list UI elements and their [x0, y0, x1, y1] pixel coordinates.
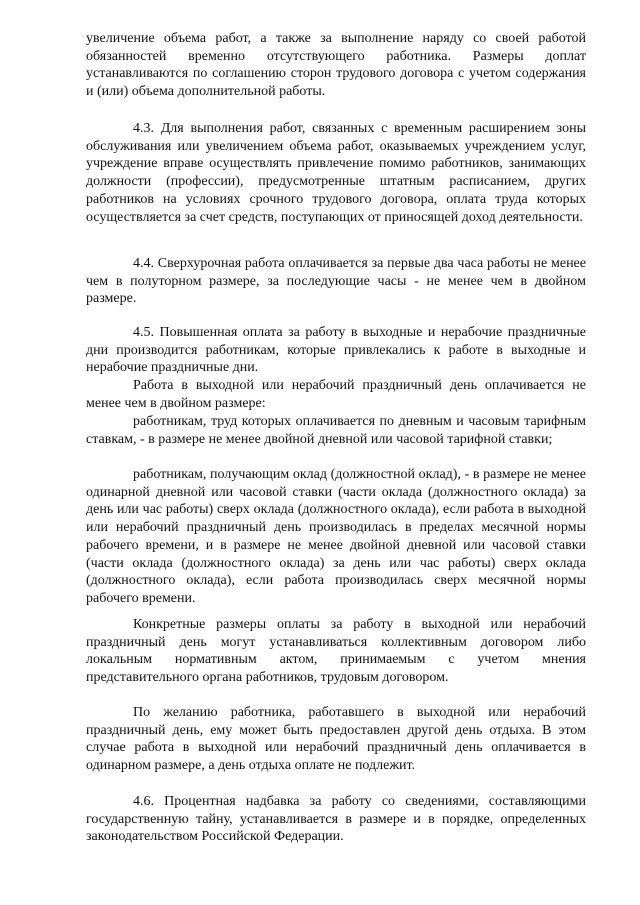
paragraph-specific-amounts: Конкретные размеры оплаты за работу в выходной или нерабочий праздничный день могут устанавливаться коллективным договором либо локальным нормативным актом, принимаемым с учетом мнения представительного органа работников, трудовым договором. — [86, 617, 586, 686]
paragraph-4-5: 4.5. Повышенная оплата за работу в выходные и нерабочие праздничные дни производится работникам, которые привлекались к работе в выходные и нерабочие праздничные дни. — [86, 325, 586, 376]
paragraph-4-3: 4.3. Для выполнения работ, связанных с временным расширением зоны обслуживания или увеличением объема работ, оказываемых учреждением услуг, учреждение вправе осуществлять привлечение помимо работников, занимающих должности (профессии), предусмотренные штатным расписанием, других работников на условиях срочного трудового договора, оплата труда которых осуществляется за счет средств, поступающих от приносящей доход деятельности. — [86, 121, 586, 225]
paragraph-4-6: 4.6. Процентная надбавка за работу со сведениями, составляющими государственную тайну, устанавливается в размере и в порядке, определенных законодательством Российской Федерации. — [86, 794, 586, 845]
paragraph-continuation: увеличение объема работ, а также за выполнение наряду со своей работой обязанностей временно отсутствующего работника. Размеры доплат устанавливаются по соглашению сторон трудового договора с учетом содержания и (или) объема дополнительной работы. — [86, 31, 586, 100]
paragraph-day-off: По желанию работника, работавшего в выходной или нерабочий праздничный день, ему может быть предоставлен другой день отдыха. В этом случае работа в выходной или нерабочий праздничный день оплачивается в одинарном размере, а день отдыха оплате не подлежит. — [86, 705, 586, 774]
paragraph-tariff-workers: работникам, труд которых оплачивается по дневным и часовым тарифным ставкам, - в размере не менее двойной дневной или часовой тарифной ставки; — [86, 414, 586, 447]
paragraph-4-4: 4.4. Сверхурочная работа оплачивается за первые два часа работы не менее чем в полуторном размере, за последующие часы - не менее чем в двойном размере. — [86, 256, 586, 307]
paragraph-double-pay: Работа в выходной или нерабочий праздничный день оплачивается не менее чем в двойном размере: — [86, 378, 586, 411]
paragraph-salary-workers: работникам, получающим оклад (должностной оклад), - в размере не менее одинарной дневной или часовой ставки (части оклада (должностного оклада) за день или час работы) сверх оклада (должностного оклада), если работа в выходной или нерабочий праздничный день производилась в пределах месячной нормы рабочего времени, и в размере не менее двойной дневной или часовой ставки (части оклада (должностного оклада) за день или час работы) сверх оклада (должностного оклада), если работа производилась сверх месячной нормы рабочего времени. — [86, 467, 586, 606]
